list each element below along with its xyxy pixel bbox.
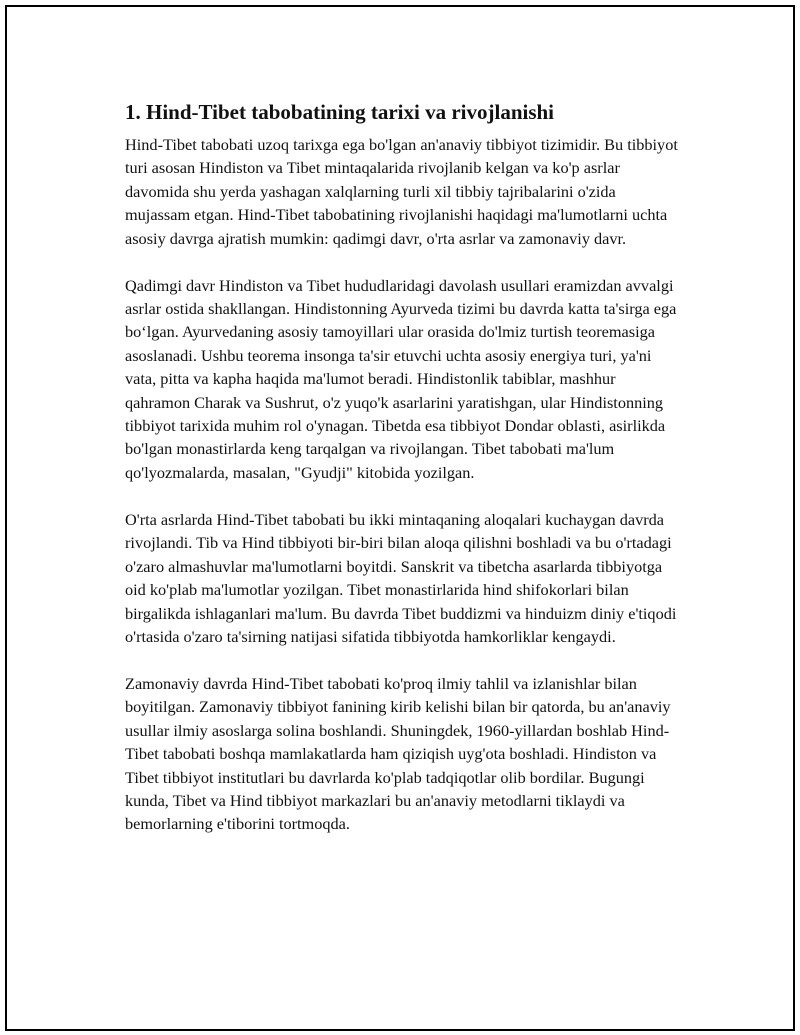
paragraph-middle-ages: O'rta asrlarda Hind-Tibet tabobati bu ikki mintaqaning aloqalari kuchaygan davrda rivojlandi. Tib va Hind tibbiyoti bir-biri bilan aloqa qilishni boshladi va bu o'rtadagi o'zaro almashuvlar ma'lumotlarni boyitdi. Sanskrit va tibetcha asarlarda tibbiyotga oid ko'plab ma'lumotlar yozilgan. Tibet monastirlarida hind shifokorlari bilan birgalikda ishlaganlari ma'lum. Bu davrda Tibet buddizmi va hinduizm diniy e'tiqodi o'rtasida o'zaro ta'sirning natijasi sifatida tibbiyotda hamkorliklar kengaydi.: [125, 509, 677, 646]
paragraph-history-intro: Hind-Tibet tabobati uzoq tarixga ega bo'lgan an'anaviy tibbiyot tizimidir. Bu tibbiyot turi asosan Hindiston va Tibet mintaqalarida rivojlanib kelgan va ko'p asrlar davomida shu yerda yashagan xalqlarning turli xil tibbiy tajribalarini o'zida mujassam etgan. Hind-Tibet tabobatining rivojlanishi haqidagi ma'lumotlarni uchta asosiy davrga ajratish mumkin: qadimgi davr, o'rta asrlar va zamonaviy davr.: [125, 135, 678, 248]
document-body: [119, 99, 679, 859]
section-heading: 1. Hind-Tibet tabobatining tarixi va rivojlanishi: [125, 100, 555, 124]
page-frame: [5, 5, 795, 1031]
paragraph-modern-period: Zamonaviy davrda Hind-Tibet tabobati ko'proq ilmiy tahlil va izlanishlar bilan boyitilgan. Zamonaviy tibbiyot fanining kirib kelishi bilan bir qatorda, bu an'anaviy usullar ilmiy asoslarga solina boshlandi. Shuningdek, 1960-yillardan boshlab Hind-Tibet tabobati boshqa mamlakatlarda ham qiziqish uyg'ota boshladi. Hindiston va Tibet tibbiyot institutlari bu davrlarda ko'plab tadqiqotlar olib bordilar. Bugungi kunda, Tibet va Hind tibbiyot markazlari bu an'anaviy metodlarni tiklaydi va bemorlarning e'tiborini tortmoqda.: [125, 673, 671, 834]
paragraph-ancient-period: Qadimgi davr Hindiston va Tibet hududlaridagi davolash usullari eramizdan avvalgi asrlar ostida shakllangan. Hindistonning Ayurveda tizimi bu davrda katta ta'sirga ega bo‘lgan. Ayurvedaning asosiy tamoyillari ular orasida do'lmiz turtish teoremasiga asoslanadi. Ushbu teorema insonga ta'sir etuvchi uchta asosiy energiya turi, ya'ni vata, pitta va kapha haqida ma'lumot beradi. Hindistonlik tabiblar, mashhur qahramon Charak va Sushrut, o'z yuqo'k asarlarini yaratishgan, ular Hindistonning tibbiyot tarixida muhim rol o'ynagan. Tibetda esa tibbiyot Dondar oblasti, asirlikda bo'lgan monastirlarda keng tarqalgan va rivojlangan. Tibet tabobati ma'lum qo'lyozmalarda, masalan, "Gyudji" kitobida yozilgan.: [125, 275, 677, 482]
